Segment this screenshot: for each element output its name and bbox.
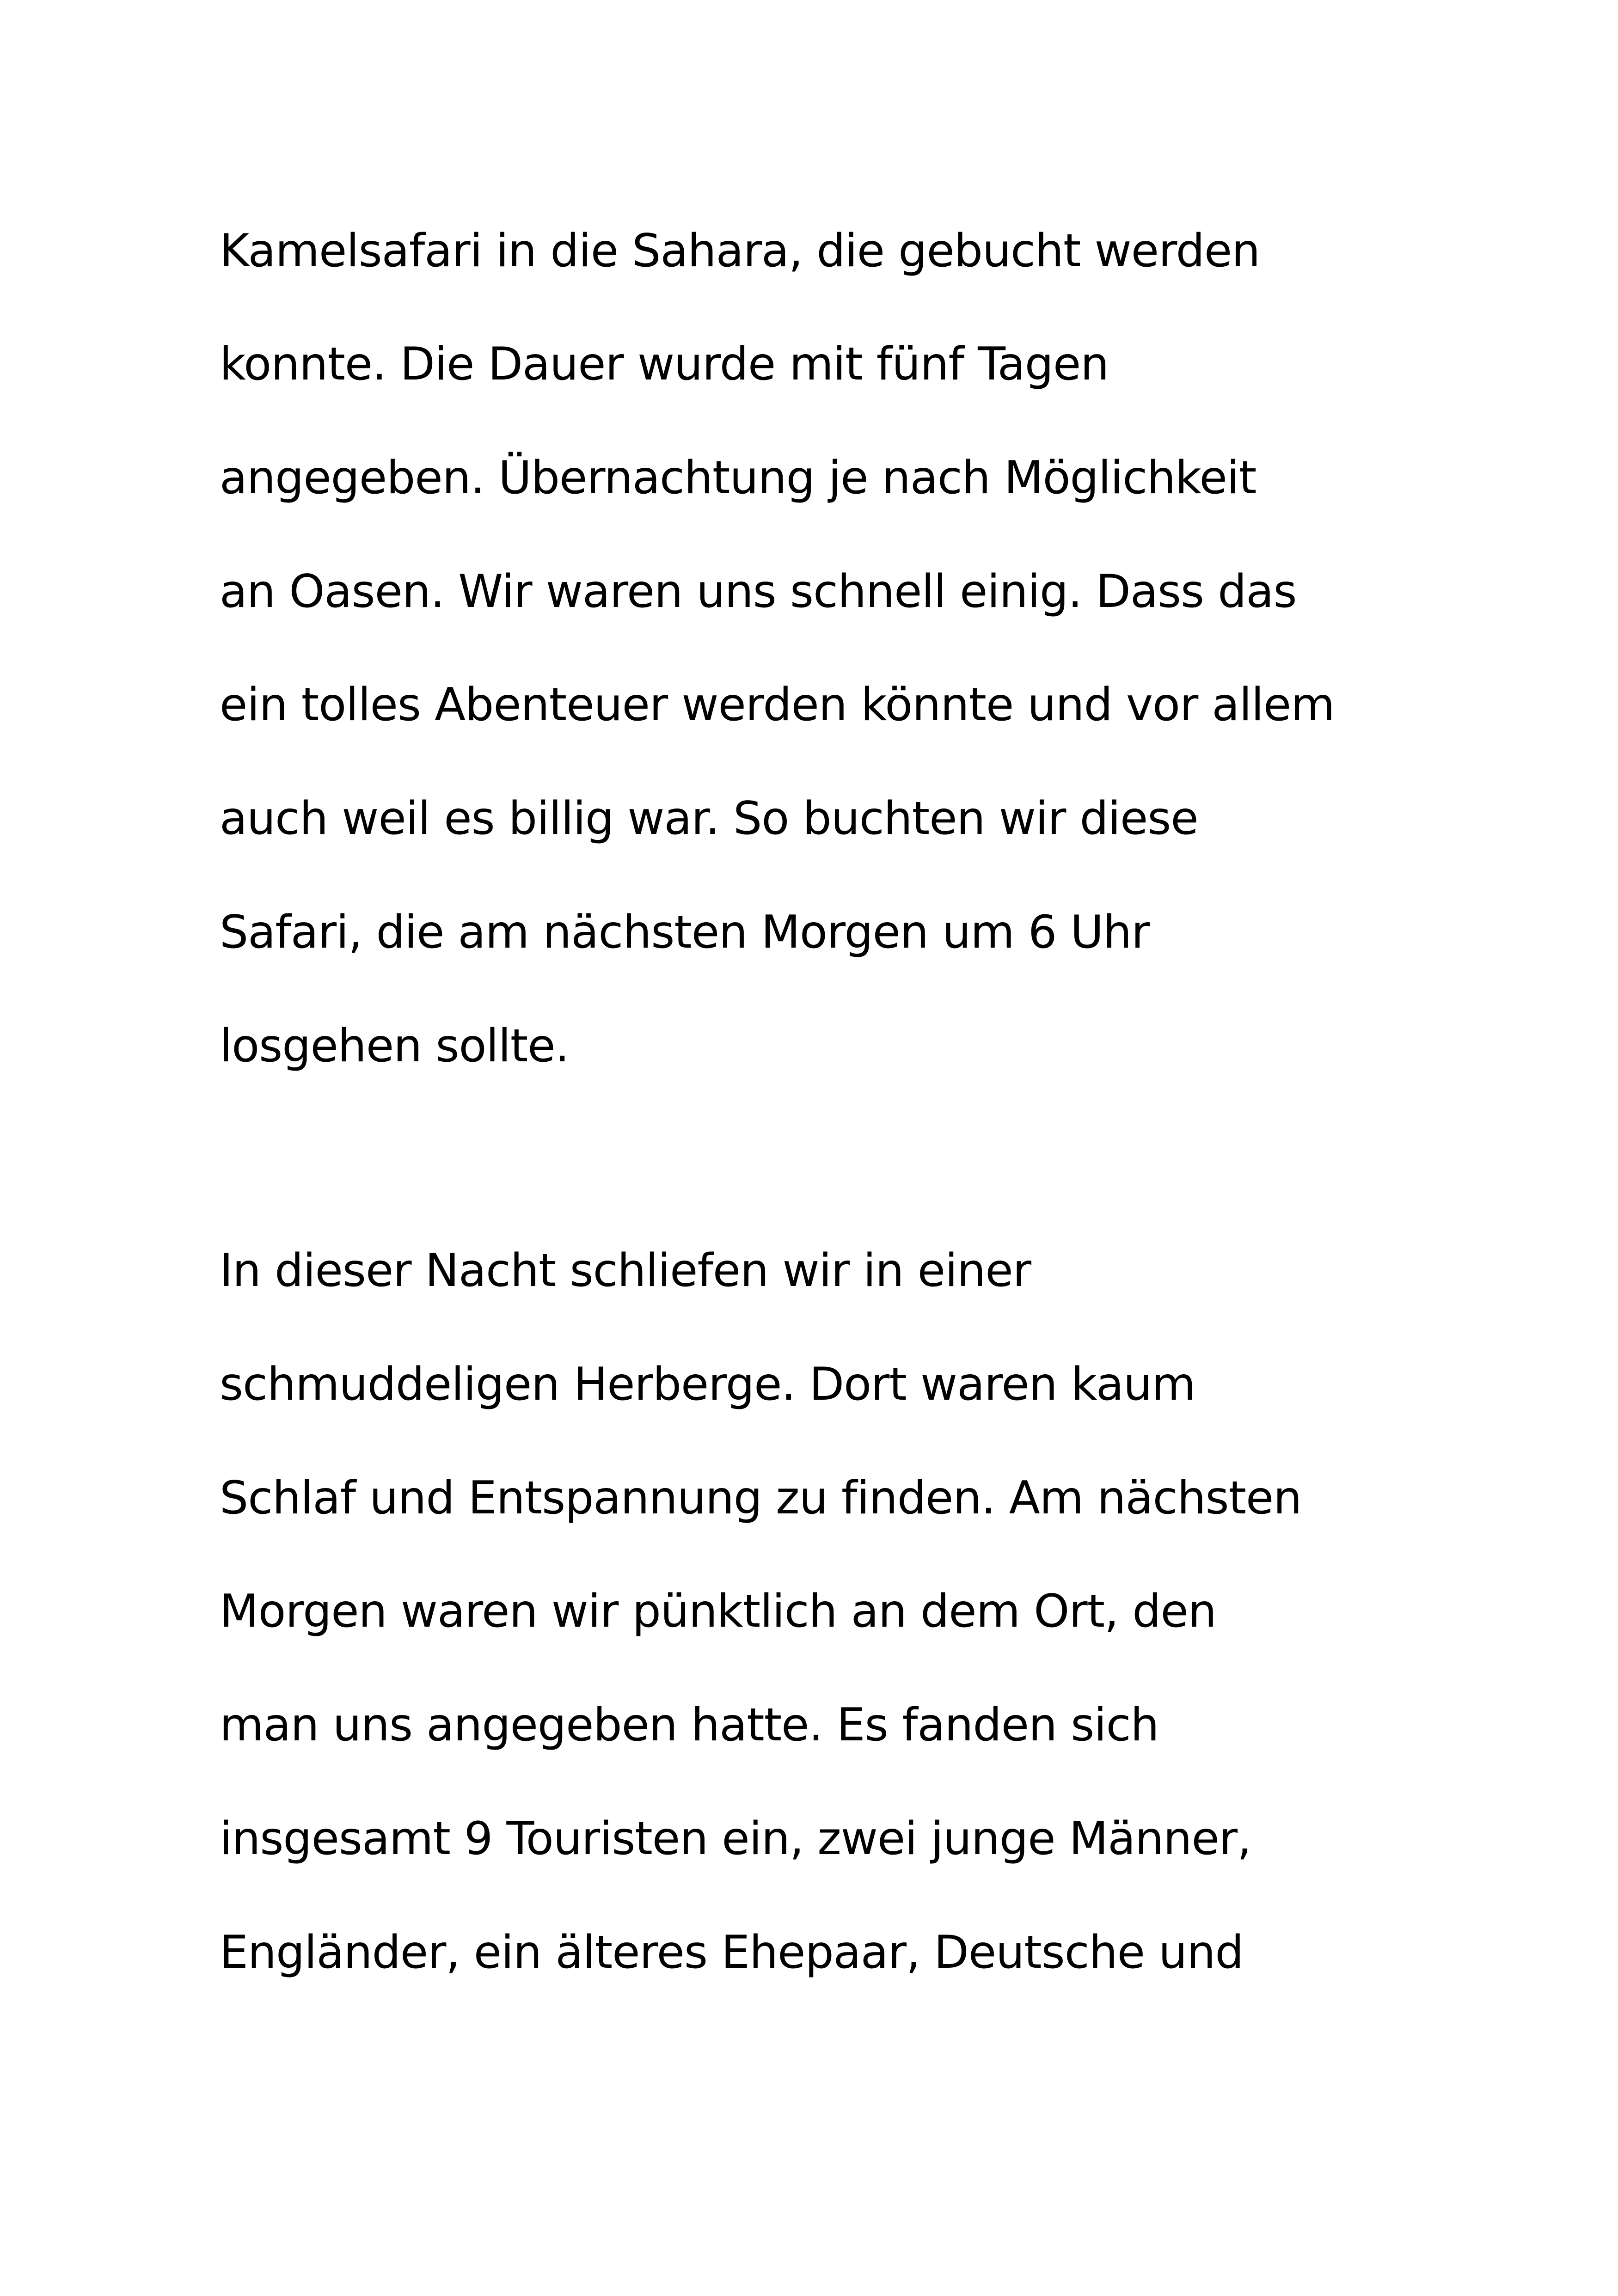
text-line: man uns angegeben hatte. Es fanden sich: [220, 1699, 1159, 1751]
text-line: losgehen sollte.: [220, 1020, 569, 1072]
text-line: Morgen waren wir pünktlich an dem Ort, den: [220, 1585, 1216, 1638]
text-line: auch weil es billig war. So buchten wir diese: [220, 792, 1198, 845]
text-line: Safari, die am nächsten Morgen um 6 Uhr: [220, 906, 1150, 959]
text-line: angegeben. Übernachtung je nach Möglichkeit: [220, 452, 1256, 504]
text-line: Kamelsafari in die Sahara, die gebucht werden: [220, 225, 1260, 277]
text-line: Engländer, ein älteres Ehepaar, Deutsche und: [220, 1926, 1244, 1979]
text-line: ein tolles Abenteuer werden könnte und vor allem: [220, 679, 1335, 731]
text-line: Schlaf und Entspannung zu finden. Am nächsten: [220, 1472, 1302, 1525]
text-line: insgesamt 9 Touristen ein, zwei junge Männer,: [220, 1812, 1251, 1865]
text-line: an Oasen. Wir waren uns schnell einig. Dass das: [220, 565, 1297, 618]
text-line: In dieser Nacht schliefen wir in einer: [220, 1244, 1031, 1297]
text-line: schmuddeligen Herberge. Dort waren kaum: [220, 1358, 1195, 1411]
text-line: konnte. Die Dauer wurde mit fünf Tagen: [220, 338, 1109, 391]
